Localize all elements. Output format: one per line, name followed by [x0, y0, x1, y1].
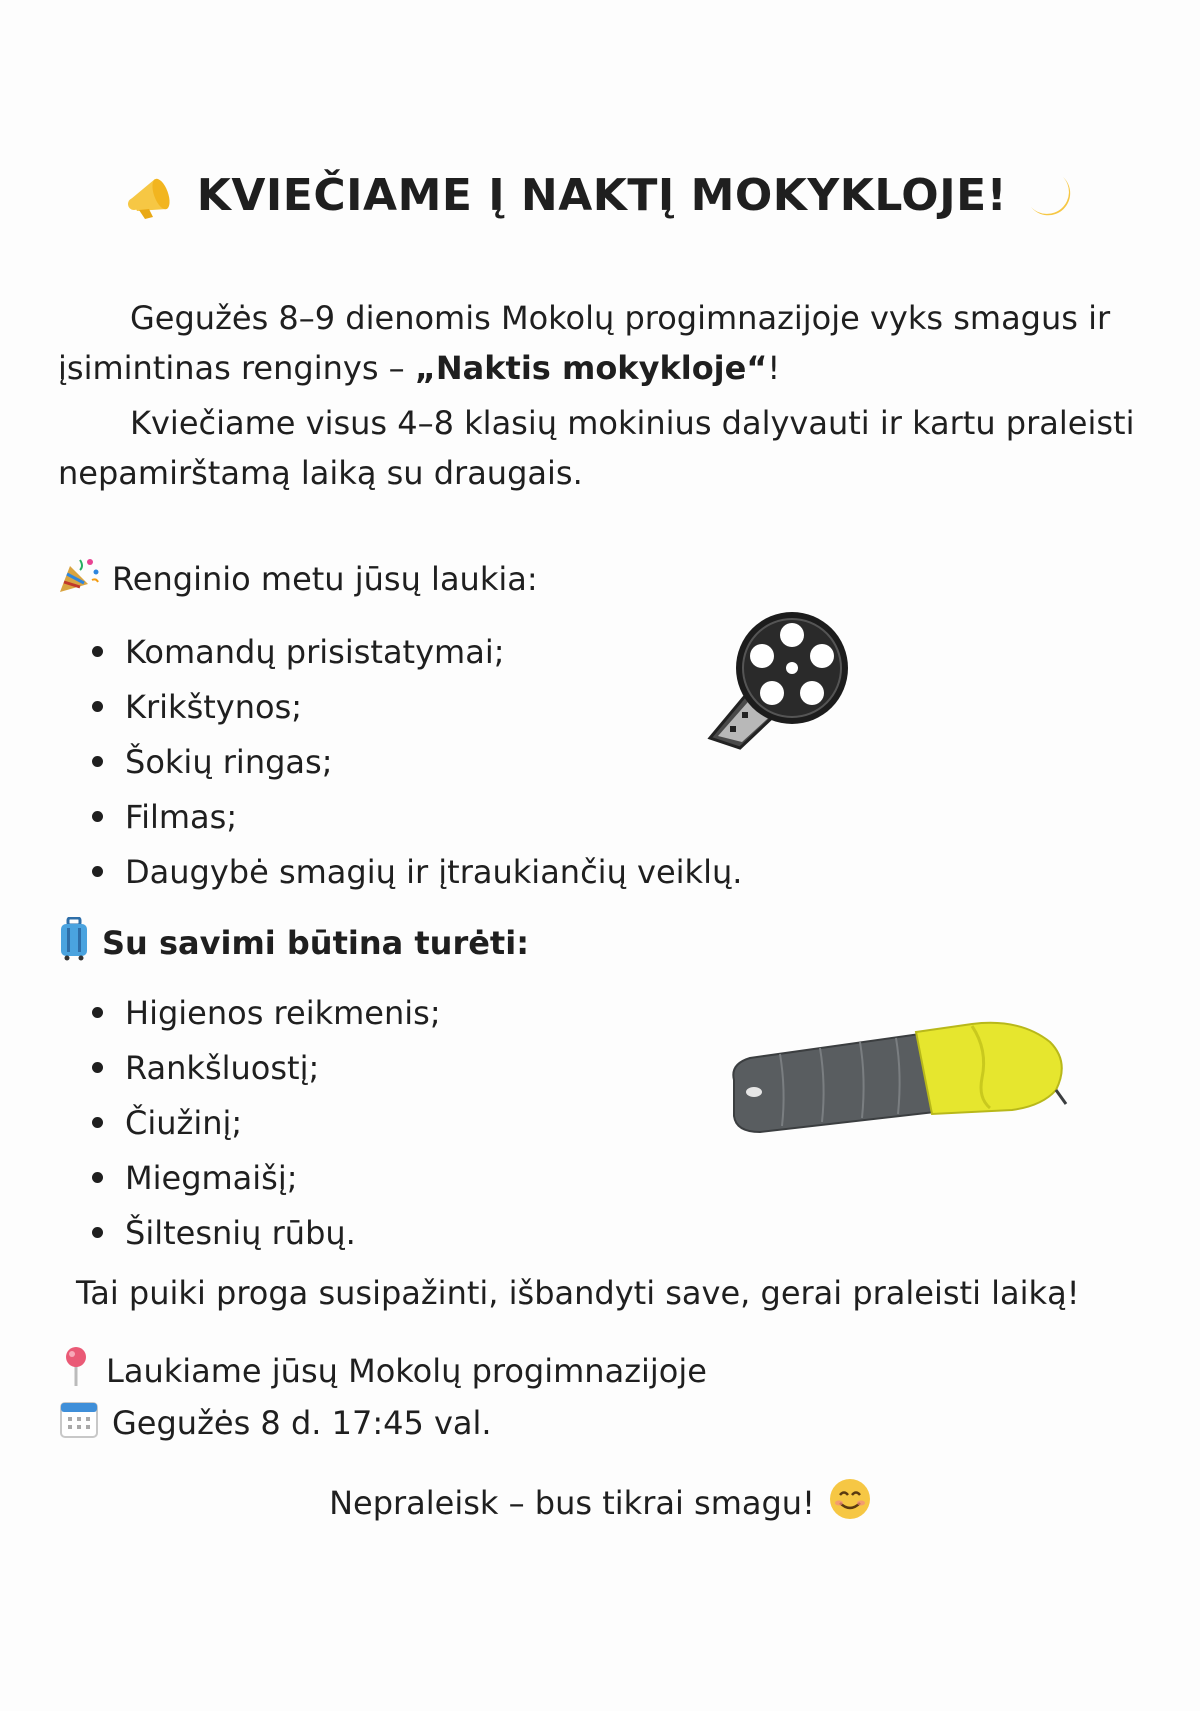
bring-heading-text: Su savimi būtina turėti: [102, 924, 529, 962]
bullet [92, 1062, 103, 1073]
list-item: Šokių ringas; [92, 734, 742, 789]
list-item: Čiužinį; [92, 1095, 441, 1150]
list-item: Miegmaišį; [92, 1150, 441, 1205]
film-reel-icon [700, 608, 850, 757]
list-item: Šiltesnių rūbų. [92, 1205, 441, 1260]
calendar-icon [60, 1400, 98, 1446]
location-text: Laukiame jūsų Mokolų progimnazijoje [106, 1352, 707, 1390]
intro-paragraph-2 [58, 398, 1148, 498]
intro-p1-start: Gegužės 8–9 dienomis Mokolų progimnazijoje vyks smagus ir įsimintinas renginys – [58, 299, 1111, 387]
list-item: Komandų prisistatymai; [92, 624, 742, 679]
date-line [60, 1400, 492, 1446]
activities-heading-text: Renginio metu jūsų laukia: [112, 560, 538, 598]
list-item: Filmas; [92, 789, 742, 844]
bullet [92, 811, 103, 822]
crescent-moon-icon [1025, 171, 1075, 221]
list-item: Krikštynos; [92, 679, 742, 734]
list-item: Rankšluostį; [92, 1040, 441, 1095]
final-line [0, 1478, 1200, 1528]
bullet [92, 1227, 103, 1238]
date-text: Gegužės 8 d. 17:45 val. [112, 1404, 492, 1442]
closing-text: Tai puiki proga susipažinti, išbandyti save, gerai praleisti laiką! [76, 1274, 1080, 1312]
party-popper-icon [58, 556, 100, 602]
activities-heading [58, 556, 538, 602]
bullet [92, 1172, 103, 1183]
activities-list [92, 624, 742, 899]
list-item: Higienos reikmenis; [92, 985, 441, 1040]
bullet [92, 1007, 103, 1018]
final-text: Nepraleisk – bus tikrai smagu! [329, 1484, 815, 1522]
poster-title [0, 170, 1200, 221]
location-line [60, 1346, 707, 1396]
event-name: „Naktis mokykloje“ [414, 349, 768, 387]
sleeping-bag-icon [720, 1020, 1080, 1149]
bullet [92, 1117, 103, 1128]
list-item: Daugybė smagių ir įtraukiančių veiklų. [92, 844, 742, 899]
smiling-face-icon [829, 1478, 871, 1528]
bring-list [92, 985, 441, 1260]
intro-p2-text: Kviečiame visus 4–8 klasių mokinius dalyvauti ir kartu praleisti nepamirštamą laiką su draugais. [58, 404, 1135, 492]
intro-p1-end: ! [767, 349, 781, 387]
bullet [92, 646, 103, 657]
luggage-icon [58, 917, 90, 969]
bullet [92, 756, 103, 767]
megaphone-icon [125, 171, 179, 221]
bullet [92, 701, 103, 712]
bring-heading [58, 917, 529, 969]
intro-paragraph-1 [58, 293, 1148, 393]
pushpin-icon [60, 1346, 92, 1396]
bullet [92, 866, 103, 877]
title-text: KVIEČIAME Į NAKTĮ MOKYKLOJE! [196, 170, 1008, 221]
